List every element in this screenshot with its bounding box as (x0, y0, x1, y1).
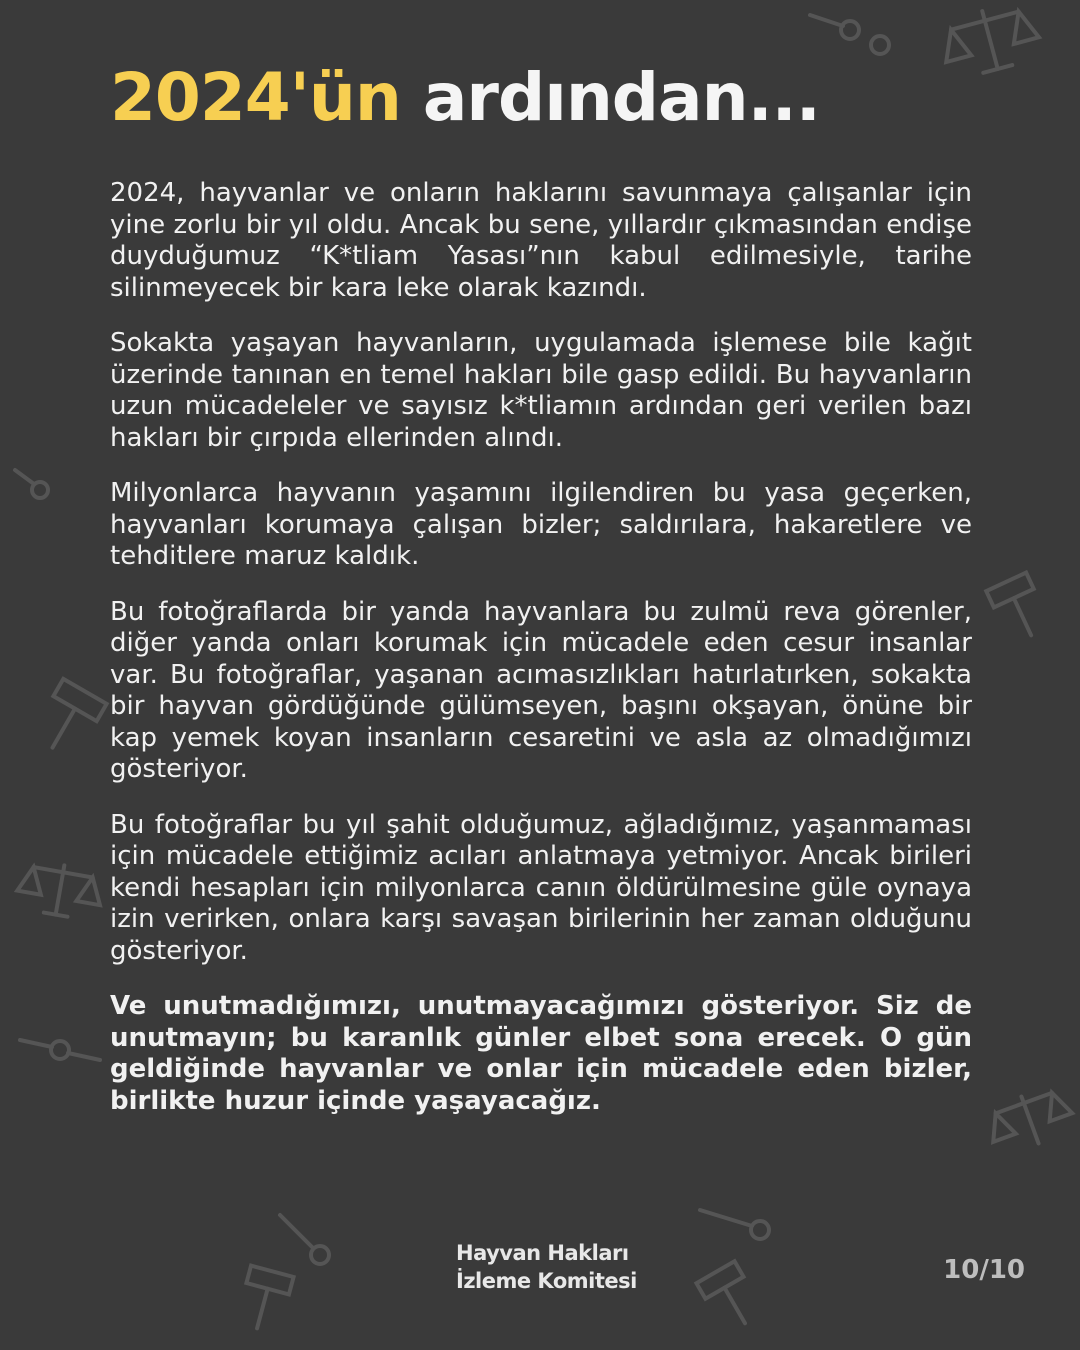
gavel-icon (236, 1266, 294, 1334)
logo-line-2: İzleme Komitesi (456, 1269, 637, 1293)
chain-icon (20, 1040, 100, 1060)
paragraph: Bu fotoğraflarda bir yanda hayvanlara bu zulmü reva görenler, diğer yanda onları korumak için mücadele eden cesur insanlar var. Bu fotoğraflar, yaşanan acımasızlıkları hatırlatırken, sokakta bir hayvan gördüğünde gülümseyen, başını okşayan, önüne bir kap yemek koyan insanların cesaretini ve asla az olmadığımızı gösteriyor. (110, 596, 972, 784)
paragraph: 2024, hayvanlar ve onların haklarını savunmaya çalışanlar için yine zorlu bir yıl oldu. Ancak bu sene, yıllardır çıkmasından endişe duyduğumuz “K*tliam Yasası”nın kabul edilmesiyle, tarihe silinmeyecek bir kara leke olarak kazındı. (110, 178, 972, 303)
scales-of-justice-icon (936, 0, 1044, 81)
gavel-icon (986, 573, 1051, 645)
chain-icon (280, 1215, 329, 1264)
gavel-icon (31, 679, 107, 760)
title-rest: ardından... (422, 59, 820, 136)
body-text (110, 178, 972, 1141)
paragraph: Bu fotoğraflar bu yıl şahit olduğumuz, ağladığımız, yaşanmaması için mücadele ettiğimiz acıları anlatmaya yetmiyor. Ancak birileri kendi hesapları için milyonlarca canın öldürülmesine güle oynaya izin verirken, onlara karşı savaşan birilerinin her zaman olduğunu gösteriyor. (110, 809, 972, 966)
chain-icon (700, 1210, 769, 1239)
organization-logo (456, 1239, 637, 1295)
chain-icon (15, 470, 48, 498)
page-title (110, 59, 820, 136)
logo-line-1: Hayvan Hakları (456, 1241, 629, 1265)
title-year: 2024'ün (110, 59, 401, 136)
page-number: 10/10 (943, 1255, 1025, 1285)
paragraph: Sokakta yaşayan hayvanların, uygulamada işlemese bile kağıt üzerinde tanınan en temel hakları bile gasp edildi. Bu hayvanların uzun mücadeleler ve sayısız k*tliamın ardından geri verilen bazı hakları bir çırpıda ellerinden alındı. (110, 328, 972, 453)
gavel-icon (696, 1261, 764, 1334)
scales-of-justice-icon (982, 1082, 1078, 1158)
chain-icon (810, 15, 889, 54)
paragraph: Milyonlarca hayvanın yaşamını ilgilendiren bu yasa geçerken, hayvanları korumaya çalışan bizler; saldırılara, hakaretlere ve tehditlere maruz kaldık. (110, 478, 972, 571)
scales-of-justice-icon (14, 858, 105, 922)
closing-paragraph: Ve unutmadığımızı, unutmayacağımızı gösteriyor. Siz de unutmayın; bu karanlık günler elbet sona erecek. O gün geldiğinde hayvanlar ve onlar için mücadele eden bizler, birlikte huzur içinde yaşayacağız. (110, 991, 972, 1116)
